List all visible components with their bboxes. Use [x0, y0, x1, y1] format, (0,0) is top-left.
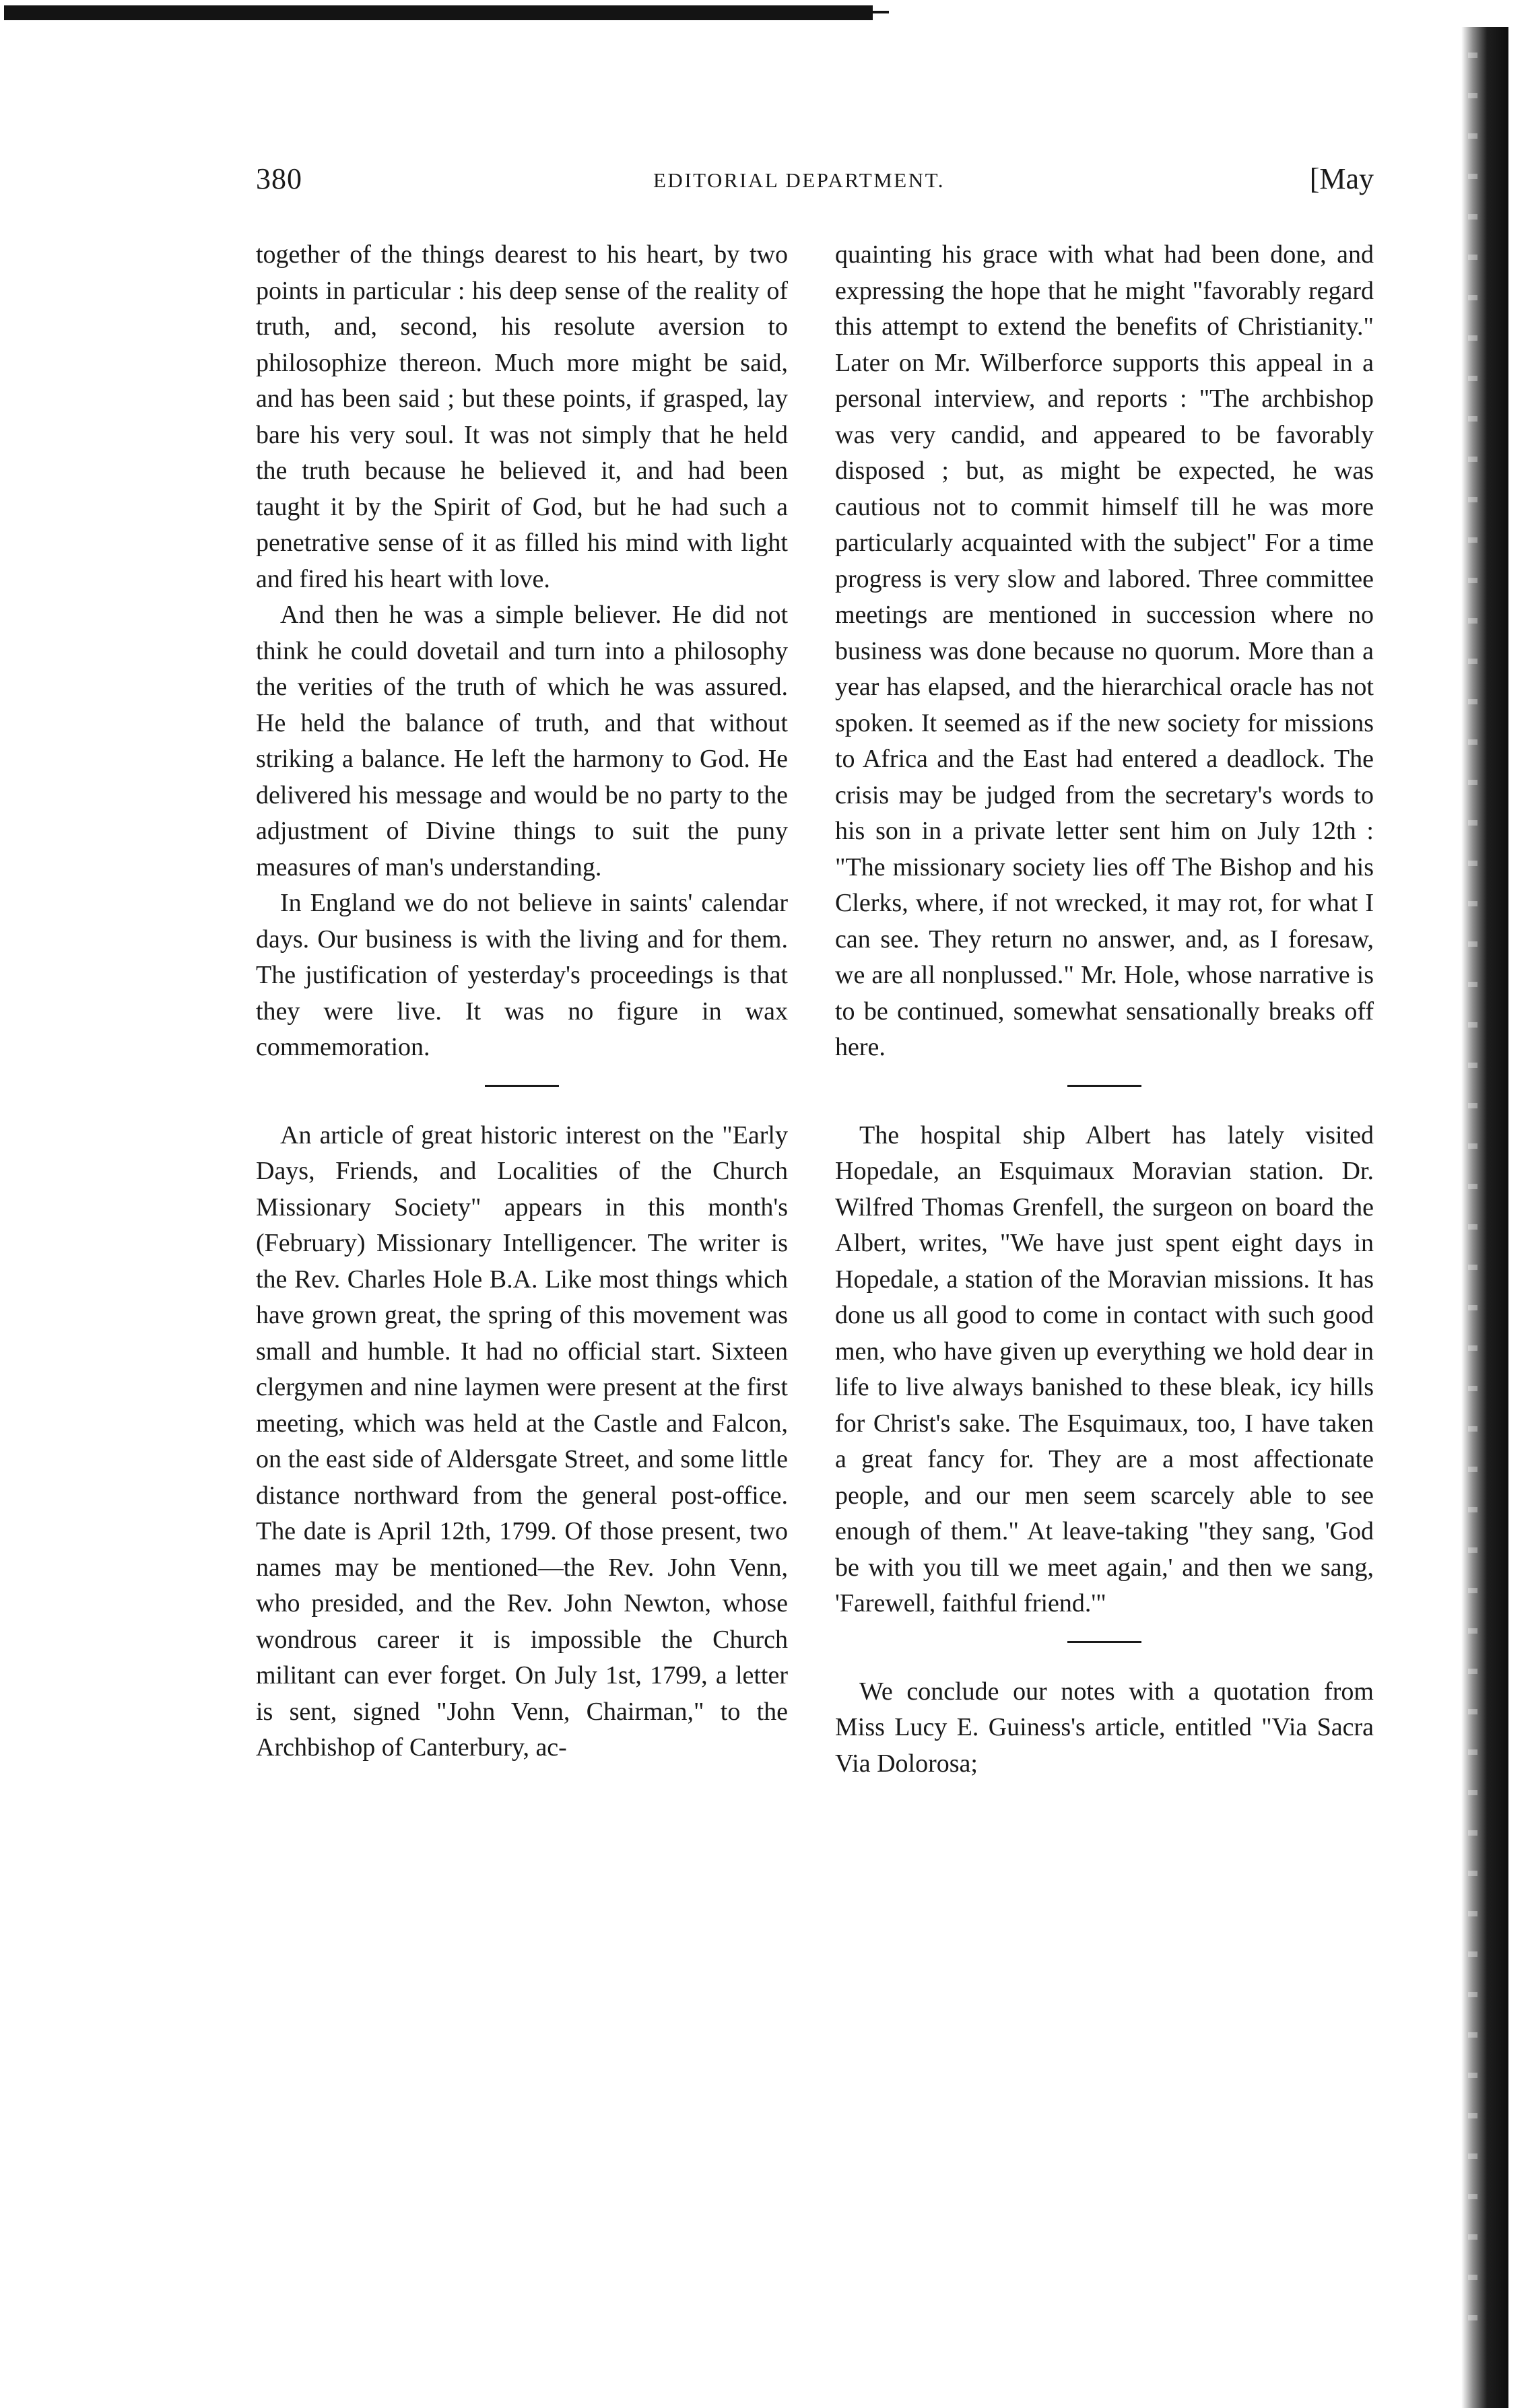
paragraph: And then he was a simple believer. He did not think he could dovetail and turn into a philosophy the verities of the truth of which he was assured. He held the balance of truth, and that without striking a balance. He left the harmony to God. He delivered his message and would be no party to the adjustment of Divine things to suit the puny measures of man's understanding. [256, 601, 788, 881]
section-divider [485, 1085, 559, 1087]
paragraph: In England we do not believe in saints' calendar days. Our business is with the living and for them. The justification of yesterday's proceedings is that they were live. It was no figure in wax commemoration. [256, 889, 788, 1061]
page-number: 380 [256, 162, 302, 195]
paragraph: We conclude our notes with a quotation from Miss Lucy E. Guiness's article, entitled "Via Sacra Via Dolorosa; [835, 1677, 1374, 1778]
top-border-rule [4, 5, 873, 20]
month-mark: [May [1309, 162, 1374, 195]
paragraph: The hospital ship Albert has lately visited Hopedale, an Esquimaux Moravian station. Dr. Wilfred Thomas Grenfell, the surgeon on board the Albert, writes, "We have just spent eight days in Hopedale, a station of the Moravian missions. It has done us all good to come in contact with such good men, who have given up everything we hold dear in life to live always banished to these bleak, icy hills for Christ's sake. The Esquimaux, too, I have taken a great fancy for. They are a most affectionate people, and our men seem scarcely able to see enough of them." At leave-taking "they sang, 'God be with you till we meet again,' and then we sang, 'Farewell, faithful friend.'" [835, 1121, 1374, 1617]
running-head [256, 162, 1374, 209]
section-title: EDITORIAL DEPARTMENT. [653, 168, 945, 192]
right-column [835, 237, 1374, 1782]
paragraph: quainting his grace with what had been done, and expressing the hope that he might "favorably regard this attempt to extend the benefits of Christianity." Later on Mr. Wilberforce supports this appeal in a personal interview, and reports : "The archbishop was very candid, and appeared to be favorably disposed ; but, as might be expected, he was cautious not to commit himself till he was more particularly acquainted with the subject" For a time progress is very slow and labored. Three committee meetings are mentioned in succession where no business was done because no quorum. More than a year has elapsed, and the hierarchical oracle has not spoken. It seemed as if the new society for missions to Africa and the East had entered a deadlock. The crisis may be judged from the secretary's words to his son in a private letter sent him on July 12th : "The missionary society lies off The Bishop and his Clerks, where, if not wrecked, it may rot, for what I can see. They return no answer, and, as I foresaw, we are all nonplussed." Mr. Hole, whose narrative is to be continued, somewhat sensationally breaks off here. [835, 240, 1374, 1061]
section-divider [1067, 1641, 1141, 1643]
section-divider [1067, 1085, 1141, 1087]
page-edge-texture [1468, 40, 1477, 2330]
top-border-rule-tail [869, 11, 889, 13]
left-column [256, 237, 788, 1766]
paragraph: together of the things dearest to his heart, by two points in particular : his deep sense of the reality of truth, and, second, his resolute aversion to philosophize thereon. Much more might be said, and has been said ; but these points, if grasped, lay bare his very soul. It was not simply that he held the truth because he believed it, and had been taught it by the Spirit of God, but he had such a penetrative sense of it as filled his mind with light and fired his heart with love. [256, 240, 788, 593]
paragraph: An article of great historic interest on the "Early Days, Friends, and Localities of the Church Missionary Society" appears in this month's (February) Missionary Intelligencer. The writer is the Rev. Charles Hole B.A. Like most things which have grown great, the spring of this movement was small and humble. It had no official start. Sixteen clergymen and nine laymen were present at the first meeting, which was held at the Castle and Falcon, on the east side of Aldersgate Street, and some little distance northward from the general post-office. The date is April 12th, 1799. Of those present, two names may be mentioned—the Rev. John Venn, who presided, and the Rev. John Newton, whose wondrous career it is impossible the Church militant can ever forget. On July 1st, 1799, a letter is sent, signed "John Venn, Chairman," to the Archbishop of Canterbury, ac- [256, 1121, 788, 1762]
